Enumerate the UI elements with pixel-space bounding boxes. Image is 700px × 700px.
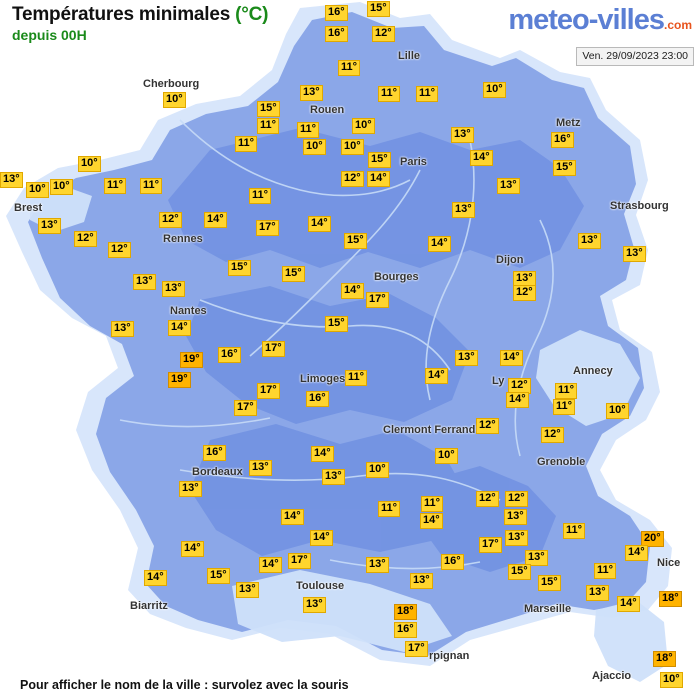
site-logo[interactable] — [508, 4, 692, 37]
temperature-label[interactable]: 11° — [378, 501, 400, 517]
temperature-label[interactable]: 13° — [578, 233, 601, 249]
temperature-label[interactable]: 14° — [367, 171, 390, 187]
temperature-label[interactable]: 12° — [541, 427, 564, 443]
city-label: Annecy — [573, 365, 613, 377]
temperature-label[interactable]: 17° — [257, 383, 280, 399]
temperature-label[interactable]: 17° — [288, 553, 311, 569]
city-label: Marseille — [524, 603, 572, 615]
temperature-label[interactable]: 12° — [159, 212, 182, 228]
temperature-label[interactable]: 10° — [660, 672, 683, 688]
temperature-label[interactable]: 13° — [322, 469, 345, 485]
city-label: Lille — [398, 50, 421, 62]
temperature-label[interactable]: 15° — [538, 575, 561, 591]
temperature-label[interactable]: 17° — [262, 341, 285, 357]
temperature-label[interactable]: 11° — [378, 86, 400, 102]
temperature-label[interactable]: 17° — [234, 400, 257, 416]
temperature-label[interactable]: 13° — [111, 321, 134, 337]
temperature-label[interactable]: 13° — [38, 218, 61, 234]
temperature-label[interactable]: 14° — [470, 150, 493, 166]
temperature-label[interactable]: 15° — [508, 564, 531, 580]
temperature-label[interactable]: 16° — [441, 554, 464, 570]
temperature-label[interactable]: 19° — [168, 372, 191, 388]
temperature-label[interactable]: 15° — [257, 101, 280, 117]
temperature-label[interactable]: 11° — [257, 118, 279, 134]
temperature-label[interactable]: 10° — [352, 118, 375, 134]
temperature-label[interactable]: 13° — [410, 573, 433, 589]
temperature-label[interactable]: 18° — [659, 591, 682, 607]
title-main-text — [12, 4, 268, 26]
city-label: Strasbourg — [610, 200, 669, 212]
temperature-label[interactable]: 16° — [218, 347, 241, 363]
temperature-label[interactable]: 12° — [476, 418, 499, 434]
temperature-label[interactable]: 10° — [26, 182, 49, 198]
temperature-label[interactable]: 13° — [0, 172, 23, 188]
temperature-label[interactable]: 17° — [256, 220, 279, 236]
temperature-label[interactable]: 17° — [405, 641, 428, 657]
page-title — [12, 4, 268, 44]
temperature-label[interactable]: 20° — [641, 531, 664, 547]
temperature-label[interactable]: 14° — [204, 212, 227, 228]
city-label: Ly — [492, 375, 505, 387]
temperature-label[interactable]: 12° — [476, 491, 499, 507]
temperature-label[interactable]: 10° — [483, 82, 506, 98]
temperature-label[interactable]: 13° — [505, 530, 528, 546]
temperature-label[interactable]: 14° — [168, 320, 191, 336]
temperature-label[interactable]: 11° — [235, 136, 257, 152]
logo-tld: .com — [663, 18, 692, 32]
temperature-label[interactable]: 11° — [338, 60, 360, 76]
temperature-label[interactable]: 10° — [50, 179, 73, 195]
temperature-label[interactable]: 13° — [513, 271, 536, 287]
city-label: Dijon — [496, 254, 524, 266]
hint-text: Pour afficher le nom de la ville : survolez avec la souris — [20, 678, 349, 692]
city-label: Nantes — [170, 305, 207, 317]
temperature-label[interactable]: 16° — [551, 132, 574, 148]
temperature-label[interactable]: 12° — [505, 491, 528, 507]
temperature-label[interactable]: 13° — [451, 127, 474, 143]
temperature-label[interactable]: 11° — [345, 370, 367, 386]
temperature-label[interactable]: 16° — [394, 622, 417, 638]
temperature-label[interactable]: 12° — [513, 285, 536, 301]
temperature-label[interactable]: 14° — [311, 446, 334, 462]
temperature-label[interactable]: 13° — [452, 202, 475, 218]
temperature-label[interactable]: 11° — [297, 122, 319, 138]
temperature-label[interactable]: 11° — [421, 496, 443, 512]
city-label: Biarritz — [130, 600, 168, 612]
temperature-label[interactable]: 15° — [553, 160, 576, 176]
temperature-label[interactable]: 13° — [525, 550, 548, 566]
temperature-label[interactable]: 13° — [303, 597, 326, 613]
temperature-label[interactable]: 16° — [325, 26, 348, 42]
temperature-label[interactable]: 13° — [249, 460, 272, 476]
temperature-label[interactable]: 13° — [586, 585, 609, 601]
temperature-label[interactable]: 13° — [179, 481, 202, 497]
temperature-label[interactable]: 11° — [563, 523, 585, 539]
temperature-label[interactable]: 12° — [108, 242, 131, 258]
temperature-label[interactable]: 14° — [341, 283, 364, 299]
temperature-label[interactable]: 10° — [606, 403, 629, 419]
temperature-label[interactable]: 13° — [236, 582, 259, 598]
city-label: Toulouse — [296, 580, 345, 592]
temperature-label[interactable]: 10° — [366, 462, 389, 478]
temperature-label[interactable]: 17° — [479, 537, 502, 553]
temperature-label[interactable]: 13° — [497, 178, 520, 194]
city-label: Bordeaux — [192, 466, 243, 478]
temperature-label[interactable]: 15° — [325, 316, 348, 332]
temperature-label[interactable]: 10° — [163, 92, 186, 108]
temperature-label[interactable]: 12° — [508, 378, 531, 394]
city-label: Bourges — [374, 271, 419, 283]
temperature-label[interactable]: 14° — [144, 570, 167, 586]
city-label: Cherbourg — [143, 78, 200, 90]
temperature-label[interactable]: 15° — [228, 260, 251, 276]
temperature-label[interactable]: 11° — [594, 563, 616, 579]
temperature-label[interactable]: 17° — [366, 292, 389, 308]
city-label: Brest — [14, 202, 43, 214]
date-time-bar: Ven. 29/09/2023 23:00 — [576, 47, 694, 66]
temperature-label[interactable]: 15° — [344, 233, 367, 249]
temperature-label[interactable]: 13° — [455, 350, 478, 366]
temperature-label[interactable]: 15° — [367, 1, 390, 17]
temperature-label[interactable]: 13° — [366, 557, 389, 573]
temperature-label[interactable]: 12° — [74, 231, 97, 247]
temperature-label[interactable]: 10° — [78, 156, 101, 172]
temperature-label[interactable]: 14° — [420, 513, 443, 529]
temperature-label[interactable]: 11° — [555, 383, 577, 399]
temperature-label[interactable]: 14° — [500, 350, 523, 366]
temperature-label[interactable]: 15° — [207, 568, 230, 584]
city-label: Grenoble — [537, 456, 586, 468]
city-label: Paris — [400, 156, 427, 168]
temperature-label[interactable]: 15° — [368, 152, 391, 168]
temperature-label[interactable]: 14° — [625, 545, 648, 561]
temperature-label[interactable]: 19° — [180, 352, 203, 368]
city-label: Clermont Ferrand — [383, 424, 476, 436]
temperature-label[interactable]: 18° — [653, 651, 676, 667]
temperature-label[interactable]: 14° — [310, 530, 333, 546]
temperature-label[interactable]: 13° — [623, 246, 646, 262]
temperature-label[interactable]: 13° — [300, 85, 323, 101]
city-label: Nice — [657, 557, 681, 569]
title-unit: (°C) — [235, 4, 269, 25]
city-label: Rouen — [310, 104, 345, 116]
temperature-label[interactable]: 13° — [133, 274, 156, 290]
title-subtitle: depuis 00H — [12, 27, 87, 43]
temperature-label[interactable]: 14° — [308, 216, 331, 232]
temperature-label[interactable]: 14° — [181, 541, 204, 557]
temperature-label[interactable]: 11° — [553, 399, 575, 415]
temperature-label[interactable]: 10° — [435, 448, 458, 464]
logo-text: meteo-villes — [508, 4, 664, 36]
temperature-label[interactable]: 13° — [504, 509, 527, 525]
title-text: Températures minimales — [12, 4, 236, 25]
temperature-label[interactable]: 14° — [281, 509, 304, 525]
temperature-label[interactable]: 10° — [303, 139, 326, 155]
city-label: rpignan — [429, 650, 470, 662]
temperature-label[interactable]: 14° — [506, 392, 529, 408]
temperature-label[interactable]: 11° — [140, 178, 162, 194]
temperature-label[interactable]: 14° — [428, 236, 451, 252]
temperature-label[interactable]: 14° — [425, 368, 448, 384]
temperature-label[interactable]: 16° — [203, 445, 226, 461]
temperature-label[interactable]: 11° — [104, 178, 126, 194]
city-label: Rennes — [163, 233, 203, 245]
temperature-label[interactable]: 16° — [306, 391, 329, 407]
temperature-label[interactable]: 18° — [394, 604, 417, 620]
temperature-label[interactable]: 12° — [341, 171, 364, 187]
temperature-label[interactable]: 14° — [259, 557, 282, 573]
temperature-label[interactable]: 11° — [416, 86, 438, 102]
temperature-label[interactable]: 12° — [372, 26, 395, 42]
city-label: Limoges — [300, 373, 346, 385]
temperature-label[interactable]: 16° — [325, 5, 348, 21]
temperature-label[interactable]: 14° — [617, 596, 640, 612]
city-label: Ajaccio — [592, 670, 632, 682]
temperature-label[interactable]: 13° — [162, 281, 185, 297]
temperature-label[interactable]: 10° — [341, 139, 364, 155]
temperature-label[interactable]: 15° — [282, 266, 305, 282]
city-label: Metz — [556, 117, 581, 129]
temperature-label[interactable]: 11° — [249, 188, 271, 204]
